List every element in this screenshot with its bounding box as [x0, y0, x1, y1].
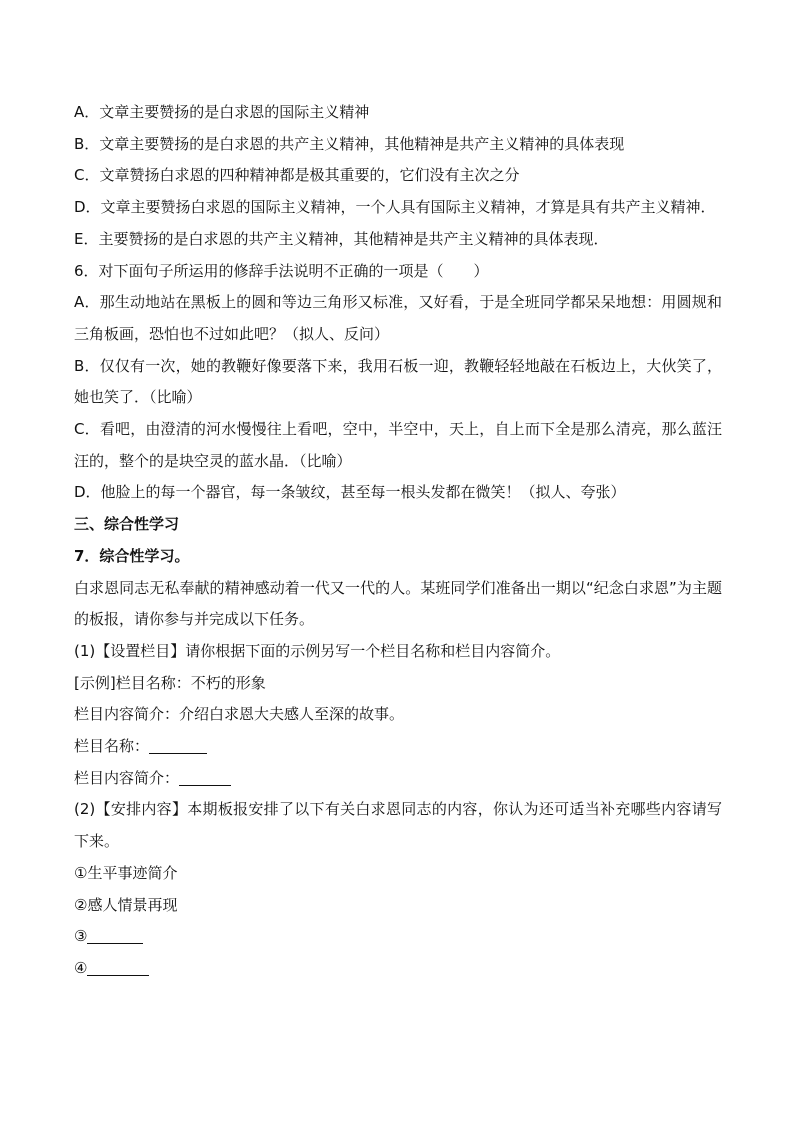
- answer-name-label: 栏目名称：: [74, 737, 150, 756]
- list-item-1: ①生平事迹简介: [74, 863, 178, 882]
- answer-intro-line: [74, 763, 722, 795]
- q5-option-c: C．文章赞扬白求恩的四种精神都是极其重要的，它们没有主次之分: [74, 166, 520, 185]
- q7-task2: (2)【安排内容】本期板报安排了以下有关白求恩同志的内容，你认为还可适当补充哪些内容请写下来。: [74, 800, 722, 851]
- example-intro: 栏目内容简介：介绍白求恩大夫感人至深的故事。: [74, 705, 405, 724]
- document-page: [74, 97, 722, 985]
- q5-option-a: A．文章主要赞扬的是白求恩的国际主义精神: [74, 103, 370, 121]
- q6-option-c: C．看吧，由澄清的河水慢慢往上看吧，空中，半空中，天上，自上而下全是那么清亮，那么蓝汪汪的，整个的是块空灵的蓝水晶．（比喻）: [74, 420, 722, 470]
- list-item-2: ②感人情景再现: [74, 895, 178, 914]
- q6-stem: 6．对下面句子所运用的修辞手法说明不正确的一项是（ ）: [74, 261, 489, 280]
- list-item-3-blank[interactable]: [87, 928, 143, 944]
- answer-name-blank[interactable]: [149, 738, 207, 754]
- q7-title: 7．综合性学习。: [74, 546, 190, 565]
- list-item-4-marker: ④: [74, 958, 88, 977]
- q5-option-e: E．主要赞扬的是白求恩的共产主义精神，其他精神是共产主义精神的具体表现．: [74, 229, 609, 248]
- list-item-3-line: [74, 921, 722, 953]
- list-item-3-marker: ③: [74, 927, 88, 946]
- q6-option-d: D．他脸上的每一个器官，每一条皱纹，甚至每一根头发都在微笑！（拟人、夸张）: [74, 483, 626, 502]
- answer-intro-blank[interactable]: [179, 770, 231, 786]
- example-name: [示例]栏目名称：不朽的形象: [74, 673, 266, 692]
- q6-option-b: B．仅仅有一次，她的教鞭好像要落下来，我用石板一迎，教鞭轻轻地敲在石板边上，大伙笑了，她也笑了．（比喻）: [74, 356, 722, 407]
- q5-option-b: B．文章主要赞扬的是白求恩的共产主义精神，其他精神是共产主义精神的具体表现: [74, 134, 625, 153]
- answer-intro-label: 栏目内容简介：: [74, 768, 180, 787]
- q6-option-a: A．那生动地站在黑板上的圆和等边三角形又标准，又好看，于是全班同学都呆呆地想：用圆规和三角板画，恐怕也不过如此吧？（拟人、反问）: [74, 293, 722, 343]
- answer-name-line: [74, 731, 722, 763]
- section-heading: 三、综合性学习: [74, 515, 180, 534]
- q5-option-d: D．文章主要赞扬白求恩的国际主义精神，一个人具有国际主义精神，才算是具有共产主义精神．: [74, 198, 716, 217]
- q7-intro: 白求恩同志无私奉献的精神感动着一代又一代的人。某班同学们准备出一期以“纪念白求恩”为主题的板报，请你参与并完成以下任务。: [74, 578, 722, 629]
- list-item-4-line: [74, 953, 722, 985]
- list-item-4-blank[interactable]: [87, 960, 149, 976]
- q7-task1: (1)【设置栏目】请你根据下面的示例另写一个栏目名称和栏目内容简介。: [74, 641, 561, 660]
